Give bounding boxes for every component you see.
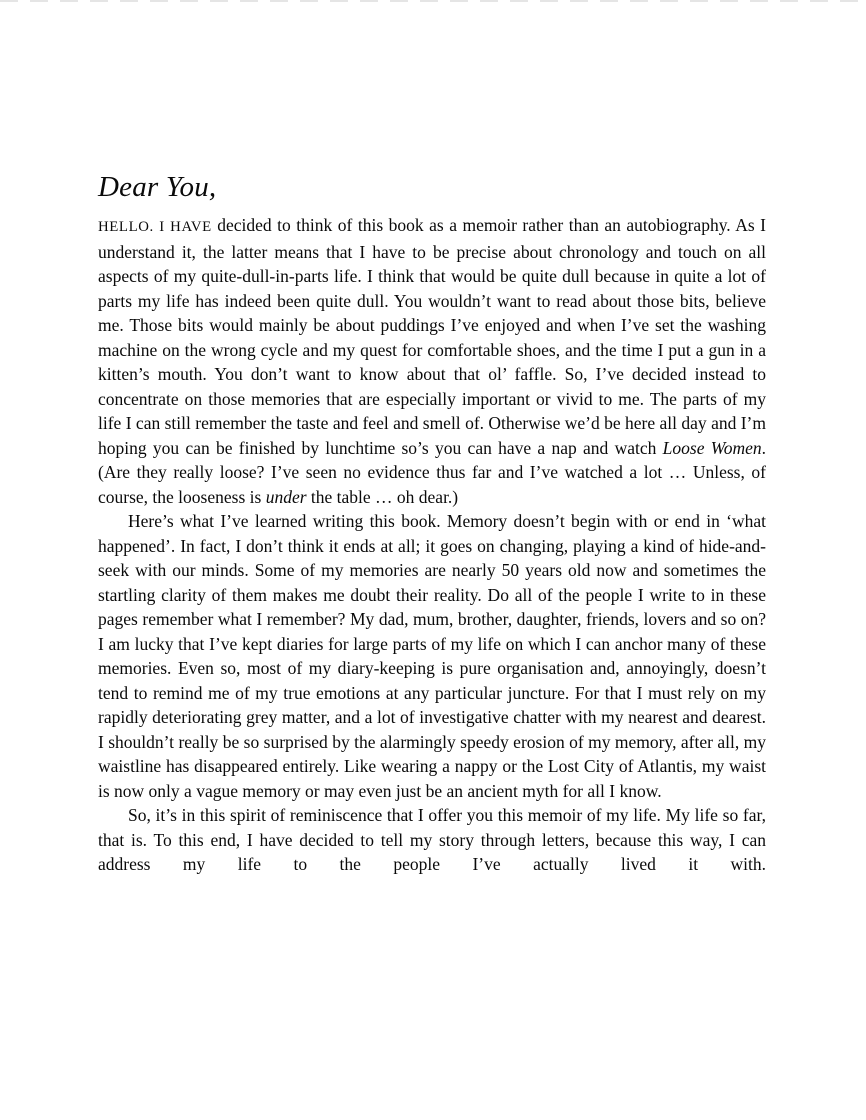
paragraph-1	[98, 213, 766, 509]
paragraph-2: Here’s what I’ve learned writing this book. Memory doesn’t begin with or end in ‘what happened’. In fact, I don’t think it ends at all; it goes on changing, playing a kind of hide-and-seek with our minds. Some of my memories are nearly 50 years old now and sometimes the startling clarity of them makes me doubt their reality. Do all of the people I write to in these pages remember what I remember? My dad, mum, brother, daughter, friends, lovers and so on? I am lucky that I’ve kept diaries for large parts of my life on which I can anchor many of these memories. Even so, most of my diary-keeping is pure organisation and, annoyingly, doesn’t tend to remind me of my true emotions at any particular juncture. For that I must rely on my rapidly deteriorating grey matter, and a lot of investigative chatter with my nearest and dearest. I shouldn’t really be so surprised by the alarmingly speedy erosion of my memory, after all, my waistline has disappeared entirely. Like wearing a nappy or the Lost City of Atlantis, my waist is now only a vague memory or may even just be an ancient myth for all I know.	[98, 511, 766, 801]
paragraph-1-text-end: the table … oh dear.)	[306, 486, 459, 507]
paragraph-3: So, it’s in this spirit of reminiscence that I offer you this memoir of my life. My life so far, that is. To this end, I have decided to tell my story through letters, because this way, I can address my life to the people I’ve actually lived it with.	[98, 805, 766, 874]
lead-in-small-caps: HELLO. I HAVE	[98, 219, 212, 235]
paragraph-1-text-continued: . (Are they really loose? I’ve seen no evidence thus far and I’ve watched a lot … Unless, of course, the looseness is	[98, 437, 767, 507]
letter-salutation-heading: Dear You,	[98, 171, 217, 203]
page-content	[98, 0, 766, 1120]
letter-body	[98, 213, 766, 877]
paragraph-1-text: decided to think of this book as a memoir rather than an autobiography. As I understand it, the latter means that I have to be precise about chronology and touch on all aspects of my quite-dull-in-parts life. I think that would be quite dull because in quite a lot of parts my life has indeed been quite dull. You wouldn’t want to read about those bits, believe me. Those bits would mainly be about puddings I’ve enjoyed and when I’ve set the washing machine on the wrong cycle and my quest for comfortable shoes, and the time I put a gun in a kitten’s mouth. You don’t want to know about that ol’ faffle. So, I’ve decided instead to concentrate on those memories that are especially important or vivid to me. The parts of my life I can still remember the taste and feel and smell of. Otherwise we’d be here all day and I’m hoping you can be finished by lunchtime so’s you can have a nap and watch	[98, 215, 766, 458]
italic-tv-show-title: Loose Women	[662, 437, 762, 458]
italic-emphasis-word: under	[265, 486, 307, 507]
